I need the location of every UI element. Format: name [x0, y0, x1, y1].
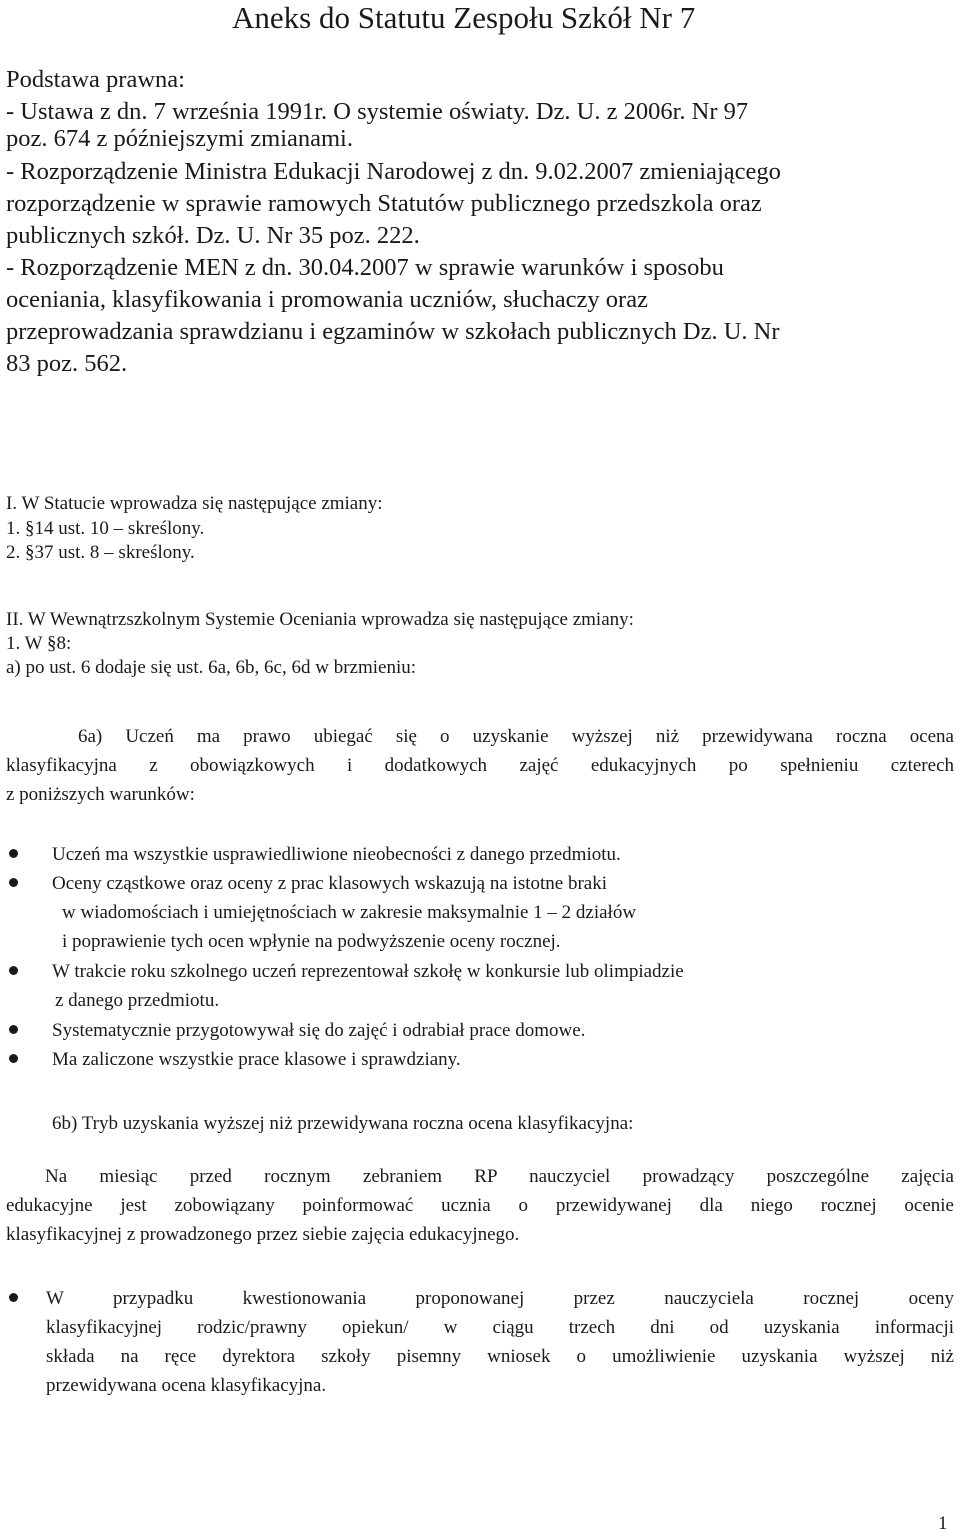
legal-basis-line: publicznych szkół. Dz. U. Nr 35 poz. 222. [6, 222, 420, 249]
legal-basis-line: przeprowadzania sprawdzianu i egzaminów w szkołach publicznych Dz. U. Nr [6, 318, 780, 345]
paragraph-6b [6, 1162, 954, 1249]
paragraph-6b-line: edukacyjne jest zobowiązany poinformować ucznia o przewidywanej dla niego rocznej ocenie [6, 1195, 954, 1216]
legal-basis-line: 83 poz. 562. [6, 350, 128, 377]
section-2-heading: II. W Wewnątrzszkolnym Systemie Oceniania wprowadza się następujące zmiany: [6, 609, 634, 630]
paragraph-6a-line: klasyfikacyjna z obowiązkowych i dodatkowych zajęć edukacyjnych po spełnieniu czterech [6, 755, 954, 776]
legal-basis-line: rozporządzenie w sprawie ramowych Statutów publicznego przedszkola oraz [6, 190, 762, 217]
appeal-line: przewidywana ocena klasyfikacyjna. [46, 1375, 327, 1396]
section-1-item: 2. §37 ust. 8 – skreślony. [6, 542, 195, 563]
bullet-icon [9, 878, 18, 887]
legal-basis-line: oceniania, klasyfikowania i promowania uczniów, słuchaczy oraz [6, 286, 648, 313]
paragraph-6b-heading: 6b) Tryb uzyskania wyższej niż przewidywana roczna ocena klasyfikacyjna: [52, 1113, 634, 1134]
legal-basis-line: poz. 674 z późniejszymi zmianami. [6, 125, 353, 152]
bullet-icon [9, 966, 18, 975]
page-number: 1 [938, 1513, 948, 1534]
appeal-line: składa na ręce dyrektora szkoły pisemny wniosek o umożliwienie uzyskania wyższej niż [46, 1346, 954, 1367]
bullet-icon [9, 849, 18, 858]
bullet-icon [9, 1054, 18, 1063]
legal-basis [6, 64, 946, 380]
legal-basis-line: - Ustawa z dn. 7 września 1991r. O systemie oświaty. Dz. U. z 2006r. Nr 97 [6, 98, 749, 125]
legal-basis-line: - Rozporządzenie MEN z dn. 30.04.2007 w sprawie warunków i sposobu [6, 254, 724, 281]
paragraph-6a-line: 6a) Uczeń ma prawo ubiegać się o uzyskanie wyższej niż przewidywana roczna ocena [78, 726, 954, 747]
condition-line: z danego przedmiotu. [55, 990, 220, 1011]
section-2-item: 1. W §8: [6, 633, 72, 654]
condition-line: w wiadomościach i umiejętnościach w zakresie maksymalnie 1 – 2 działów [62, 902, 637, 923]
section-1-heading: I. W Statucie wprowadza się następujące zmiany: [6, 493, 383, 514]
paragraph-6b-line: Na miesiąc przed rocznym zebraniem RP nauczyciel prowadzący poszczególne zajęcia [45, 1166, 954, 1187]
legal-basis-line: - Rozporządzenie Ministra Edukacji Narodowej z dn. 9.02.2007 zmieniającego [6, 158, 781, 185]
appeal-line: W przypadku kwestionowania proponowanej przez nauczyciela rocznej oceny [46, 1288, 954, 1309]
condition-line: Oceny cząstkowe oraz oceny z prac klasowych wskazują na istotne braki [52, 873, 607, 894]
condition-line: i poprawienie tych ocen wpłynie na podwyższenie oceny rocznej. [62, 931, 561, 952]
paragraph-6b-line: klasyfikacyjnej z prowadzonego przez siebie zajęcia edukacyjnego. [6, 1224, 520, 1245]
condition-line: Ma zaliczone wszystkie prace klasowe i sprawdziany. [52, 1049, 461, 1070]
paragraph-6a-line: z poniższych warunków: [6, 784, 195, 805]
section-1-item: 1. §14 ust. 10 – skreślony. [6, 518, 205, 539]
legal-basis-line: Podstawa prawna: [6, 66, 185, 93]
bullet-icon [9, 1025, 18, 1034]
appeal-line: klasyfikacyjnej rodzic/prawny opiekun/ w ciągu trzech dni od uzyskania informacji [46, 1317, 954, 1338]
document-title: Aneks do Statutu Zespołu Szkół Nr 7 [232, 0, 696, 35]
section-2-item: a) po ust. 6 dodaje się ust. 6a, 6b, 6c, 6d w brzmieniu: [6, 657, 417, 678]
appeal-paragraph [46, 1284, 954, 1400]
condition-line: W trakcie roku szkolnego uczeń reprezentował szkołę w konkursie lub olimpiadzie [52, 961, 684, 982]
bullet-icon [9, 1293, 18, 1302]
condition-line: Uczeń ma wszystkie usprawiedliwione nieobecności z danego przedmiotu. [52, 844, 621, 865]
paragraph-6a [6, 722, 954, 809]
condition-line: Systematycznie przygotowywał się do zajęć i odrabiał prace domowe. [52, 1020, 586, 1041]
